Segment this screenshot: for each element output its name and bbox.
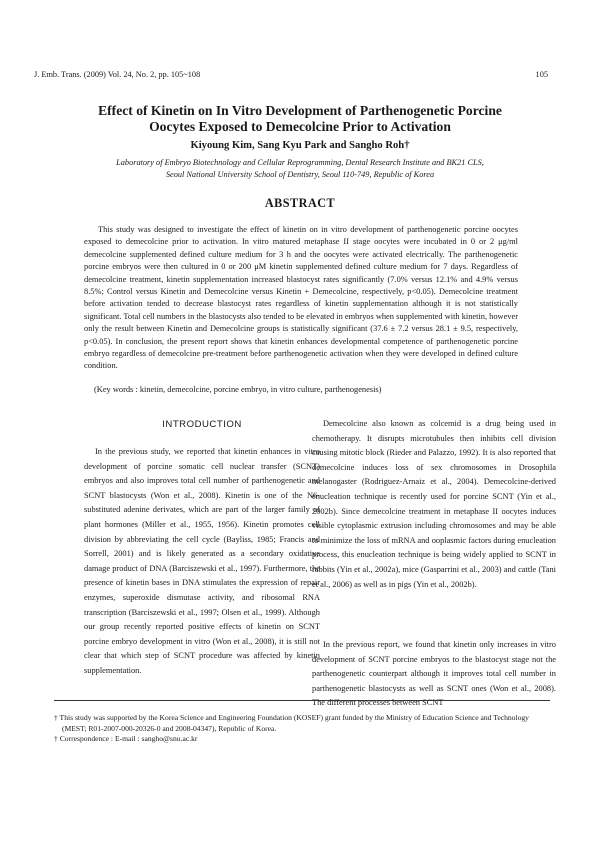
journal-citation: J. Emb. Trans. (2009) Vol. 24, No. 2, pp. 105~108 bbox=[34, 70, 201, 79]
running-header bbox=[34, 70, 548, 79]
footnote-divider bbox=[54, 700, 550, 701]
affiliation-line-1: Laboratory of Embryo Biotechnology and Cellular Reprogramming, Dental Research Institute and BK21 CLS, bbox=[116, 158, 484, 167]
abstract-heading: ABSTRACT bbox=[264, 196, 336, 210]
correspondence-footnote: † Correspondence : E-mail : sangho@snu.ac.kr bbox=[54, 734, 198, 743]
introduction-paragraph-3: In the previous report, we found that kinetin only increases in vitro development of SCNT porcine embryos to the blastocyst stage not the parthenogenetic counterpart although it improves total cell number in parthenogenetic blastocysts as well as SCNT ones (Won et al., 2008). The different processes between SCNT bbox=[312, 640, 556, 708]
page-number: 105 bbox=[535, 70, 548, 79]
affiliation-line-2: Seoul National University School of Dentistry, Seoul 110-749, Republic of Korea bbox=[165, 169, 435, 179]
abstract-text: This study was designed to investigate the effect of kinetin on in vitro development of parthenogenetic porcine oocytes exposed to demecolcine prior to activation. In vitro matured metaphase II stage oocytes were incubated in 0 or 2 μg/ml demecolcine supplemented defined culture medium for 3 h and the oocytes were activated electrically. The parthenogenetic porcine embryos were then cultured in 0 or 200 μM kinetin supplemented defined culture medium for 7 days. Regardless of demecolcine treatment, kinetin supplementation increased blastocyst rates significantly (7.0% versus 12.1% and 4.9% versus 8.5%; Control versus Kinetin and Demecolcine versus Kinetin + Demecolcine, respectively, p<0.05). Demecolcine treatment before activation tended to decrease blastocyst rates regardless of kinetin supplementation although it is not statistically significant. Total cell numbers in the blastocysts also tended to be elevated in embryos when supplemented with kinetin, however only the result between Kinetin and Demecolcine groups is statistically significant (37.6 ± 7.2 versus 28.1 ± 9.5, respectively, p<0.05). In conclusion, the present report shows that kinetin enhances developmental competence of parthenogenetic porcine embryo regardless of demecolcine pre-treatment before parthenogenetic activation when they were developed in defined culture condition. bbox=[84, 225, 518, 371]
title-line-2: Oocytes Exposed to Demecolcine Prior to Activation bbox=[149, 119, 451, 134]
title-line-1: Effect of Kinetin on In Vitro Development of Parthenogenetic Porcine bbox=[98, 103, 502, 118]
introduction-paragraph-1: In the previous study, we reported that kinetin enhances in vitro development of porcine somatic cell nuclear transfer (SCNT) embryos and also improves total cell number of parthenogenetic and SCNT blastocysts (Won et al., 2008). Kinetin is one of the N6-substituted adenine derivates, which are part of the larger family of plant hormones (Miller et al., 1955, 1956). Kinetin promotes cell division by abbreviating the cell cycle (Bayliss, 1985; Francis and Sorrell, 2001) and is likely generated as a secondary oxidative damage product of DNA (Barciszewski et al., 1997). Furthermore, the presence of kinetin bases in DNA stimulates the expression of repair enzymes, superoxide dismutase activity, and ribosomal RNA transcription (Barciszewski et al., 1997; Olsen et al., 1999). Although our group recently reported positive effects of kinetin on SCNT porcine embryo development in vitro (Won et al., 2008), it is still not clear that which step of SCNT procedure was affected by kinetin supplementation. bbox=[84, 447, 320, 675]
funding-footnote: † This study was supported by the Korea Science and Engineering Foundation (KOSEF) grant funded by the Ministry of Education Science and Technology (MEST; R01-2007-000-20326-0 and 2008-04347), Republic of Korea. bbox=[54, 713, 529, 733]
introduction-paragraph-2: Demecolcine also known as colcemid is a drug being used in chemotherapy. It disrupts microtubules then inhibits cell division causing mitotic block (Rieder and Palazzo, 1992). It is also reported that demecolcine induces loss of sex chromosomes in Drosophila melanogaster (Rodriguez-Arnaiz et al., 2004). Demecolcine-derived enucleation technique is recently used for porcine SCNT (Yin et al., 2002b). Since demecolcine treatment in metaphase II oocytes induces visible cytoplasmic extrusion including chromosomes and may be able to minimize the loss of mRNA and ooplasmic factors during enucleation process, this enucleation technique is being widely applied to SCNT in rabbits (Yin et al., 2002a), mice (Gasparrini et al., 2003) and cattle (Tani et al., 2006) as well as in pigs (Yin et al., 2002b). bbox=[312, 419, 556, 589]
authors: Kiyoung Kim, Sang Kyu Park and Sangho Roh† bbox=[190, 140, 410, 151]
introduction-heading: INTRODUCTION bbox=[162, 419, 242, 430]
keywords: (Key words : kinetin, demecolcine, porcine embryo, in vitro culture, parthenogenesis) bbox=[94, 385, 382, 394]
affiliation bbox=[40, 157, 560, 180]
paper-title bbox=[40, 103, 560, 135]
footnotes bbox=[54, 713, 550, 745]
